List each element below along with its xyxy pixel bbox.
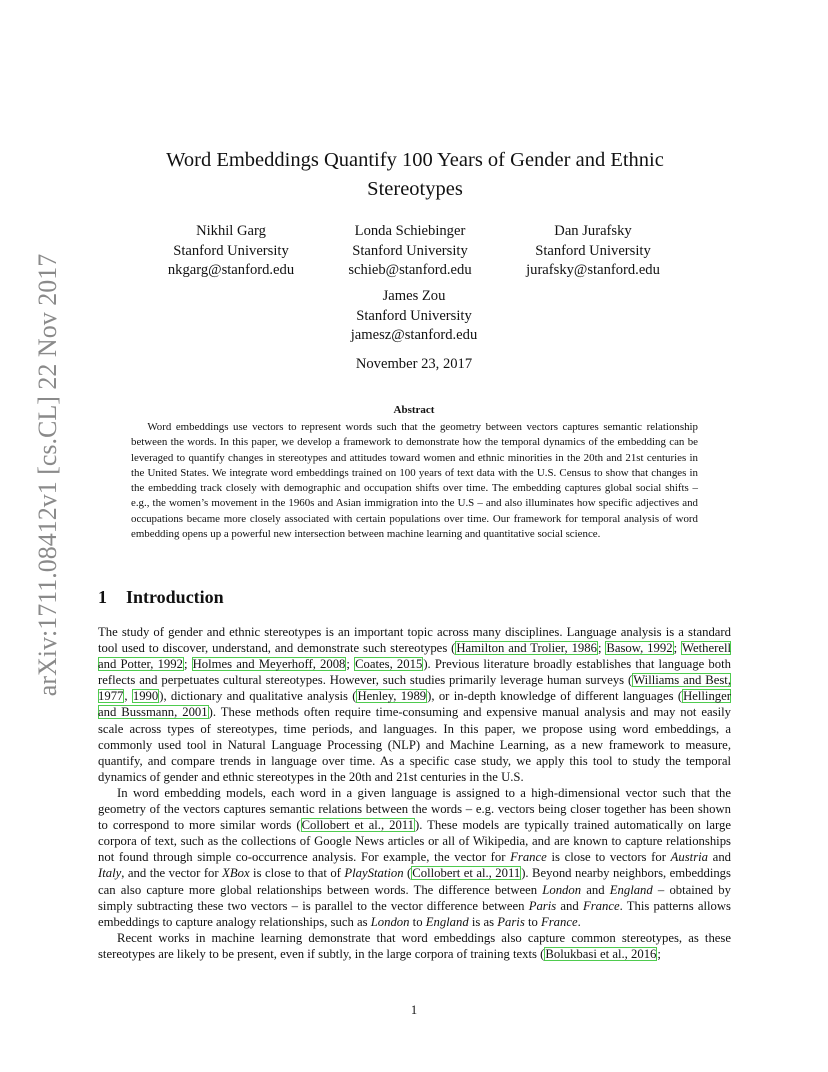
citation-link[interactable]: Holmes and Meyerhoff, 2008 — [192, 657, 346, 672]
emphasis: London — [370, 914, 410, 929]
text-run: – obtained by simply subtracting these two vectors – is parallel to the vector difference between — [98, 882, 731, 913]
citation-link[interactable]: Basow, 1992 — [606, 641, 673, 656]
arxiv-sidebar-stamp: arXiv:1711.08412v1 [cs.CL] 22 Nov 2017 — [33, 253, 62, 697]
title-line-1: Word Embeddings Quantify 100 Years of Gender and Ethnic — [166, 149, 664, 171]
citation-link[interactable]: Collobert et al., 2011 — [412, 866, 521, 881]
author-block-4 — [319, 287, 509, 346]
citation-link[interactable]: Wetherell and Potter, 1992 — [98, 641, 731, 672]
section-body — [98, 624, 731, 962]
abstract-text: Word embeddings use vectors to represent words such that the geometry between vectors captures semantic relationship between the words. In this paper, we develop a framework to demonstrate how the temporal dynamics of the embedding can be leveraged to quantify changes in stereotypes and attitudes toward women and ethnic minorities in the 20th and 21st centuries in the United States. We integrate word embeddings trained on 100 years of text data with the U.S. Census to show that changes in the embedding track closely with demographic and occupation shifts over time. The embedding captures global social shifts – e.g., the women’s movement in the 1960s and Asian immigration into the U.S – and also illuminates how specific adjectives and occupations became more closely associated with certain populations over time. Our framework for temporal analysis of word embedding opens up a powerful new intersection between machine learning and quantitative social science. — [131, 421, 698, 541]
text-run: and — [556, 898, 583, 913]
text-run: is close to vectors for — [546, 850, 671, 865]
text-run: is close to that of — [249, 866, 345, 881]
citation-link[interactable]: Bolukbasi et al., 2016 — [545, 946, 657, 961]
emphasis: England — [425, 914, 469, 929]
section-number: 1 — [98, 587, 107, 607]
author-name: Londa Schiebinger — [354, 223, 466, 239]
citation-link[interactable]: Williams and Best, 1977 — [98, 673, 731, 704]
text-run: . — [577, 914, 581, 929]
text-run: The study of gender and ethnic stereotypes is an important topic across many disciplines. Language analysis is a standard tool used to discover, understand, and demonstrate such stereotypes ( — [98, 625, 731, 656]
section-title: Introduction — [126, 587, 224, 607]
emphasis: France — [582, 898, 620, 913]
text-run: ; — [597, 641, 606, 656]
emphasis: Italy — [98, 866, 122, 881]
emphasis: London — [542, 882, 582, 897]
author-block-2 — [315, 222, 505, 281]
author-affiliation: Stanford University — [352, 242, 468, 259]
author-affiliation: Stanford University — [356, 307, 472, 324]
text-run: ; — [346, 657, 355, 672]
author-block-3 — [498, 222, 688, 281]
text-run: ), dictionary and qualitative analysis ( — [159, 689, 357, 704]
text-run: Recent works in machine learning demonstrate that word embeddings also capture common stereotypes, as these stereotypes are likely to be present, even if subtly, in the large corpora of training texts ( — [98, 930, 731, 961]
citation-link[interactable]: Collobert et al., 2011 — [301, 818, 415, 833]
citation-link[interactable]: Hamilton and Trolier, 1986 — [456, 641, 597, 656]
citation-link[interactable]: Coates, 2015 — [355, 657, 423, 672]
text-run: . This patterns allows embeddings to capture analogy relationships, such as — [98, 898, 731, 929]
text-run: ). These methods often require time-consuming and expensive manual analysis and may not easily scale across types of stereotypes, time periods, and languages. In this paper, we propose using word embeddings, a commonly used tool in Natural Language Processing (NLP) and Machine Learning, as a new framework to measure, quantify, and compare trends in language over time. As a specific case study, we apply this tool to study the temporal dynamics of gender and ethnic stereotypes in the 20th and 21st centuries in the U.S. — [98, 705, 731, 784]
text-run: ( — [403, 866, 412, 881]
abstract-heading: Abstract — [393, 404, 435, 416]
author-name: Nikhil Garg — [196, 223, 266, 239]
text-run: , and the vector for — [121, 866, 223, 881]
page-number: 1 — [410, 1003, 418, 1017]
text-run: and — [581, 882, 610, 897]
section-heading — [98, 587, 224, 608]
text-run: ). These models are typically trained automatically on large corpora of text, such as the collections of Google News articles or all of Wikipedia, and are known to capture relationships not found through simple co-occurrence analysis. For example, the vector for — [98, 818, 731, 865]
author-block-1 — [136, 222, 326, 281]
emphasis: Paris — [528, 898, 557, 913]
emphasis: Austria — [670, 850, 709, 865]
text-run: ). Beyond nearby neighbors, embeddings can also capture more global relationships between words. The difference between — [98, 866, 731, 897]
author-affiliation: Stanford University — [173, 242, 289, 259]
emphasis: Paris — [497, 914, 525, 929]
text-run: ; — [673, 641, 681, 656]
paragraph-2 — [98, 785, 731, 930]
emphasis: PlayStation — [344, 866, 404, 881]
text-run: ), or in-depth knowledge of different languages ( — [427, 689, 683, 704]
citation-link[interactable]: Henley, 1989 — [357, 689, 427, 704]
text-run: and — [708, 850, 732, 865]
author-name: James Zou — [382, 288, 446, 304]
paper-title — [100, 146, 730, 204]
text-run: ; — [657, 946, 661, 961]
text-run: In word embedding models, each word in a given language is assigned to a high-dimensional vector such that the geometry of the vectors captures semantic relations between the words – e.g. vectors being closer together has been shown to correspond to more similar words ( — [98, 785, 731, 833]
text-run: is as — [468, 914, 498, 929]
author-affiliation: Stanford University — [535, 242, 651, 259]
text-run: ). Previous literature broadly establishes that language both reflects and perpetuates cultural stereotypes. However, such studies primarily leverage human surveys ( — [98, 657, 731, 688]
emphasis: England — [609, 882, 653, 897]
title-line-2: Stereotypes — [367, 178, 463, 200]
citation-link[interactable]: 1990 — [132, 689, 159, 704]
author-name: Dan Jurafsky — [554, 223, 632, 239]
citation-link[interactable]: Hellinger and Bussmann, 2001 — [98, 689, 731, 720]
emphasis: XBox — [222, 866, 250, 881]
paragraph-1 — [98, 624, 731, 785]
author-email[interactable]: schieb@stanford.edu — [348, 262, 472, 278]
text-run: , — [124, 689, 132, 704]
text-run: to — [524, 914, 541, 929]
publication-date: November 23, 2017 — [355, 356, 473, 372]
author-email[interactable]: jamesz@stanford.edu — [350, 327, 478, 343]
emphasis: France — [540, 914, 578, 929]
author-email[interactable]: jurafsky@stanford.edu — [526, 262, 660, 278]
text-run: ; — [183, 657, 192, 672]
author-email[interactable]: nkgarg@stanford.edu — [167, 262, 295, 278]
paragraph-3 — [98, 930, 731, 962]
emphasis: France — [510, 850, 547, 865]
text-run: to — [409, 914, 426, 929]
